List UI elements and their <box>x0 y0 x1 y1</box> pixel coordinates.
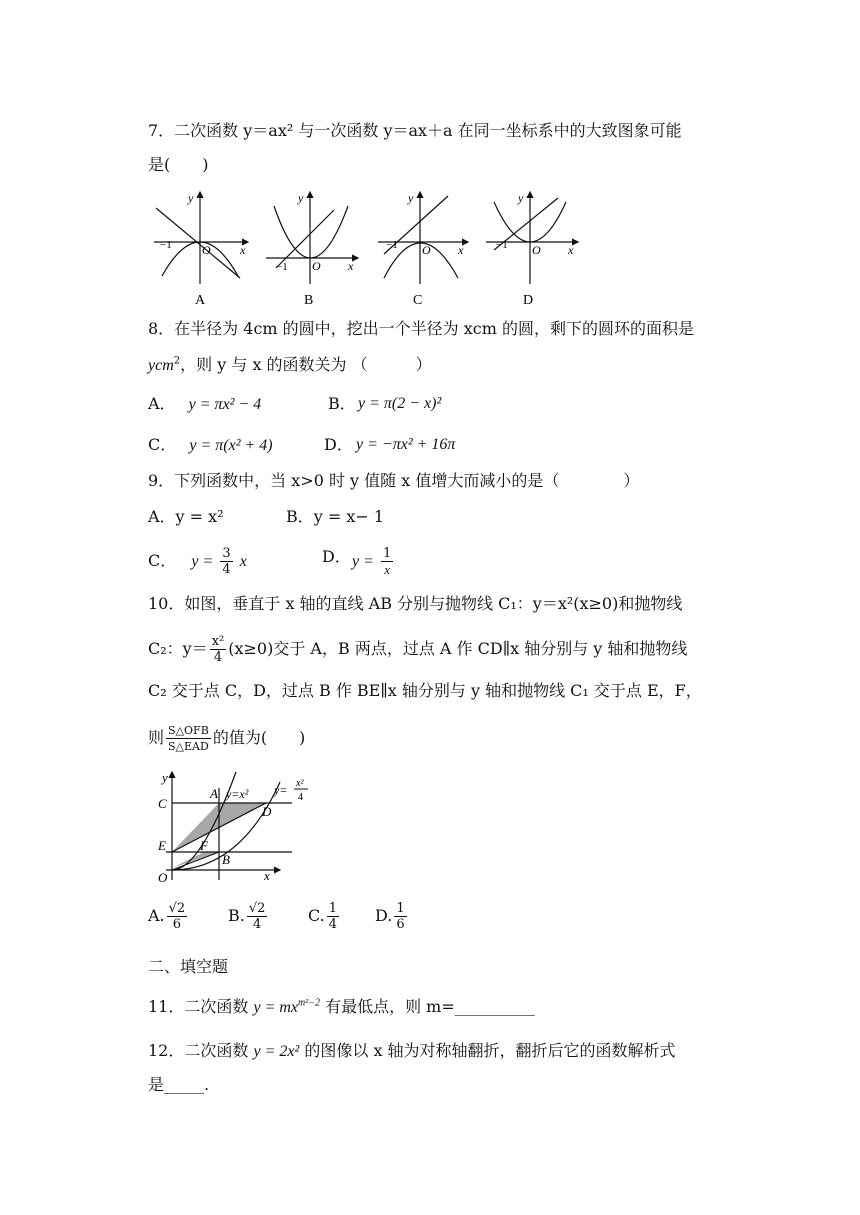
q10-line4: 则 $\frac{\text{S△OFB}}{\text{S△EAD}}$ 的值为( ) <box>148 724 306 753</box>
graph-d <box>486 192 578 284</box>
graph-c-label: C <box>413 293 423 308</box>
q9-optC-y: y = <box>191 553 214 570</box>
q10-frac-c2: $\frac{\text{x²}}{4}$ <box>211 634 225 665</box>
fig10-x: x <box>264 868 270 883</box>
q10-optC-label: C. <box>308 906 325 925</box>
q8-optB-label: B． <box>328 394 356 413</box>
fig10-curve2-den: 4 <box>298 792 303 803</box>
graph-c-minus1: −1 <box>386 239 398 251</box>
section-title: 二、填空题 <box>148 957 229 976</box>
graph-c-o: O <box>422 243 431 257</box>
graph-c-x: x <box>458 243 464 257</box>
fig10-curve2-num: x² <box>296 778 304 789</box>
q9-optB: B．y = x− 1 <box>286 507 385 526</box>
graph-c <box>378 192 468 284</box>
graph-d-label: D <box>523 293 534 308</box>
q8-options-ab <box>148 393 442 416</box>
fig10-O: O <box>158 870 168 885</box>
q9-line1: 9．下列函数中，当 x>0 时 y 值随 x 值增大而减小的是（ ） <box>148 471 640 490</box>
q11-answer-blank: __________ <box>454 997 535 1016</box>
graph-d-minus1: −1 <box>496 239 508 251</box>
graph-a-y: y <box>188 191 194 205</box>
graph-b-minus1: −1 <box>276 261 288 273</box>
q7-graphs <box>148 188 588 310</box>
q8-line1: 8．在半径为 4cm 的圆中，挖出一个半径为 xcm 的圆，剩下的圆环的面积是 <box>148 319 694 338</box>
q10-optA: $\frac{√2}{6}$ <box>168 901 186 932</box>
fig10-curve1: y=x² <box>226 787 249 801</box>
q8-optA-label: A． <box>148 394 176 413</box>
q10-optD: $\frac{1}{6}$ <box>396 901 405 932</box>
q9-optD-frac: $\frac{1}{x}$ <box>383 546 392 577</box>
q8-optA: y = πx² − 4 <box>188 396 262 413</box>
q11-exponent: m²−2 <box>298 997 320 1009</box>
q10-optB: $\frac{√2}{4}$ <box>248 901 266 932</box>
q8-optC: y = π(x² + 4) <box>189 437 273 454</box>
graph-a-x: x <box>240 243 246 257</box>
q10-area-ratio: $\frac{\text{S△OFB}}{\text{S△EAD}}$ <box>168 724 209 753</box>
q10-optC: $\frac{1}{4}$ <box>328 901 338 932</box>
fig10-B: B <box>222 852 230 867</box>
q10-figure <box>152 768 322 888</box>
q12-line2: 是_____. <box>148 1075 210 1094</box>
q10-line3: C₂ 交于点 C，D，过点 B 作 BE∥x 轴分别与 y 轴和抛物线 C₁ 交于点 E，F， <box>148 681 702 700</box>
q10-optA-label: A. <box>148 906 165 925</box>
q8-line2-rest: ，则 y 与 x 的函数关为 （ ） <box>180 355 432 374</box>
q12-formula: y = 2x² <box>253 1043 300 1060</box>
q8-optC-label: C． <box>148 435 177 454</box>
q9-optC-x: x <box>239 553 247 570</box>
q11-line: 11．二次函数 $y = mx^{m^2-2}$ 有最低点，则 m=__________ <box>148 997 535 1016</box>
graph-d-o: O <box>532 243 541 257</box>
graph-b-y: y <box>298 191 304 205</box>
q8-line2: ycm$^2$，则 y 与 x 的函数关为 （ ） <box>148 355 432 374</box>
q8-optD-label: D． <box>324 435 353 454</box>
q9-options-cd <box>148 546 392 577</box>
graph-a-o: O <box>202 243 211 257</box>
fig10-F: F <box>200 838 208 853</box>
q9-optC-label: C． <box>148 551 177 570</box>
graph-a-minus1: −1 <box>160 239 172 251</box>
graph-b-x: x <box>348 259 354 273</box>
q8-ycm: ycm <box>148 357 174 374</box>
graph-a <box>154 192 248 284</box>
graph-c-y: y <box>408 191 414 205</box>
q10-options <box>148 900 405 932</box>
q8-optB: y = π(2 − x)² <box>358 395 442 412</box>
graph-b-o: O <box>312 259 321 273</box>
fig10-E: E <box>158 838 166 853</box>
graph-d-x: x <box>568 243 574 257</box>
q11-formula: y = mx <box>253 999 299 1016</box>
fig10-curve2: y= <box>274 783 288 797</box>
q10-line2: C₂：y＝ $\frac{\text{x²}}{4}$ (x≥0)交于 A，B 两点，过点 A 作 CD∥x 轴分别与 y 轴和抛物线 <box>148 634 688 665</box>
q9-optD-y: y = <box>352 553 374 570</box>
fig10-D: D <box>262 804 272 819</box>
q10-optD-label: D. <box>375 906 393 925</box>
q8-options-cd <box>148 434 456 457</box>
q9-optC-frac: $\frac{3}{4}$ <box>222 546 231 577</box>
q9-optA: A．y = x² <box>148 507 224 526</box>
q7-line1: 7．二次函数 y＝ax² 与一次函数 y＝ax＋a 在同一坐标系中的大致图象可能 <box>148 121 682 140</box>
q7-graphs-svg <box>148 188 588 310</box>
q9-options-ab <box>148 506 385 528</box>
q9-optD-label: D． <box>322 547 351 566</box>
graph-b-label: B <box>304 293 314 308</box>
graph-a-label: A <box>195 293 206 308</box>
fig10-C: C <box>158 796 167 811</box>
q10-optB-label: B. <box>228 906 245 925</box>
fig10-A: A <box>210 786 218 801</box>
graph-d-y: y <box>518 191 524 205</box>
q12-line1: 12．二次函数 y = 2x² 的图像以 x 轴为对称轴翻折，翻折后它的函数解析式 <box>148 1041 676 1060</box>
fig10-y: y <box>162 770 168 785</box>
q7-line2: 是( ) <box>148 155 209 174</box>
q10-line1: 10．如图，垂直于 x 轴的直线 AB 分别与抛物线 C₁：y＝x²(x≥0)和抛物线 <box>148 594 683 613</box>
q8-optD: y = −πx² + 16π <box>356 436 456 453</box>
